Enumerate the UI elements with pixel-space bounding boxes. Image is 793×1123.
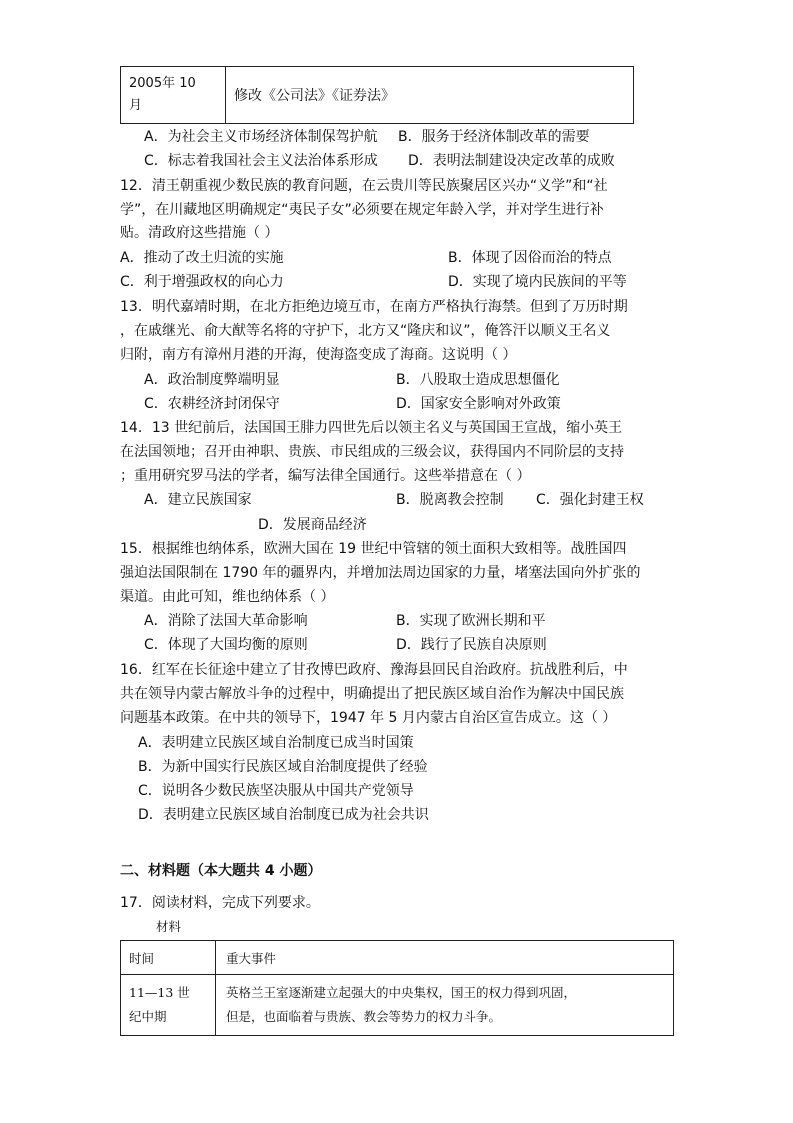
q15-option-a: A．消除了法国大革命影响 bbox=[144, 613, 308, 629]
q13-stem-line3: 归附，南方有漳州月港的开海，使海盗变成了海商。这说明（ ） bbox=[120, 347, 517, 363]
q14-stem-line3: ；重用研究罗马法的学者，编写法律全国通行。这些举措意在（ ） bbox=[120, 468, 531, 484]
q11-option-a: A．为社会主义市场经济体制保驾护航 bbox=[144, 129, 378, 145]
q14-stem-line1: 14．13 世纪前后，法国国王腓力四世先后以领主名义与英国国王宣战，缩小英王 bbox=[120, 420, 623, 436]
q15-stem-line2: 强迫法国限制在 1790 年的疆界内，并增加法周边国家的力量，堵塞法国向外扩张的 bbox=[120, 565, 641, 581]
q13-stem-line2: ，在戚继光、俞大猷等名将的守护下，北方又“隆庆和议”，俺答汗以顺义王名义 bbox=[120, 323, 611, 339]
q16-stem-line2: 共在领导内蒙古解放斗争的过程中，明确提出了把民族区域自治作为解决中国民族 bbox=[120, 686, 624, 702]
q12-option-c: C．利于增强政权的向心力 bbox=[120, 274, 284, 290]
q16-stem-line1: 16．红军在长征途中建立了甘孜博巴政府、豫海县回民自治政府。抗战胜利后，中 bbox=[120, 662, 628, 678]
q15-option-d: D．践行了民族自决原则 bbox=[396, 637, 547, 653]
material-table-header-event: 重大事件 bbox=[216, 941, 674, 975]
q14-option-c: C．强化封建王权 bbox=[536, 492, 644, 508]
q15-option-b: B．实现了欧洲长期和平 bbox=[396, 613, 546, 629]
q12-stem-line2: 学”，在川藏地区明确规定“夷民子女”必须要在规定年龄入学，并对学生进行补 bbox=[120, 202, 604, 218]
material-label: 材料 bbox=[156, 919, 182, 934]
material-row-time-line2: 纪中期 bbox=[129, 1009, 167, 1024]
q13-option-c: C．农耕经济封闭保守 bbox=[144, 396, 280, 412]
q14-option-b: B．脱离教会控制 bbox=[396, 492, 504, 508]
q11-option-c: C．标志着我国社会主义法治体系形成 bbox=[144, 153, 378, 169]
timeline-table-top bbox=[120, 66, 634, 124]
time-cell-line2: 月 bbox=[129, 98, 143, 113]
material-row-event-line1: 英格兰王室逐渐建立起强大的中央集权，国王的权力得到巩固， bbox=[226, 985, 577, 1000]
q17-stem: 17．阅读材料，完成下列要求。 bbox=[120, 895, 320, 911]
q16-option-b: B．为新中国实行民族区域自治制度提供了经验 bbox=[138, 759, 428, 775]
q15-stem-line1: 15．根据维也纳体系，欧洲大国在 19 世纪中管辖的领土面积大致相等。战胜国四 bbox=[120, 541, 627, 557]
q16-stem-line3: 问题基本政策。在中共的领导下，1947 年 5 月内蒙古自治区宣告成立。这（ ） bbox=[120, 710, 617, 726]
q11-option-d: D．表明法制建设决定改革的成败 bbox=[408, 153, 615, 169]
q16-option-c: C．说明各少数民族坚决服从中国共产党领导 bbox=[138, 783, 414, 799]
q12-option-a: A．推动了改土归流的实施 bbox=[120, 250, 284, 266]
q13-option-b: B．八股取士造成思想僵化 bbox=[396, 372, 560, 388]
q13-option-d: D．国家安全影响对外政策 bbox=[396, 396, 561, 412]
q15-stem-line3: 渠道。由此可知，维也纳体系（ ） bbox=[120, 589, 335, 605]
q12-stem-line1: 12．清王朝重视少数民族的教育问题，在云贵川等民族聚居区兴办“义学”和“社 bbox=[120, 178, 608, 194]
q14-option-d: D．发展商品经济 bbox=[258, 517, 367, 533]
q16-option-a: A．表明建立民族区域自治制度已成当时国策 bbox=[138, 735, 414, 751]
event-cell: 修改《公司法》《证券法》 bbox=[226, 67, 634, 124]
material-row-time-line1: 11—13 世 bbox=[129, 985, 190, 1000]
material-table-row-event bbox=[216, 975, 674, 1036]
q12-option-d: D．实现了境内民族间的平等 bbox=[448, 274, 627, 290]
q14-stem-line2: 在法国领地；召开由神职、贵族、市民组成的三级会议，获得国内不同阶层的支持 bbox=[120, 444, 624, 460]
material-table bbox=[120, 940, 674, 1036]
q15-option-c: C．体现了大国均衡的原则 bbox=[144, 637, 308, 653]
q13-stem-line1: 13．明代嘉靖时期，在北方拒绝边境互市，在南方严格执行海禁。但到了万历时期 bbox=[120, 299, 628, 315]
q12-option-b: B．体现了因俗而治的特点 bbox=[448, 250, 612, 266]
q11-option-b: B．服务于经济体制改革的需要 bbox=[398, 129, 590, 145]
q13-option-a: A．政治制度弊端明显 bbox=[144, 372, 280, 388]
time-cell-line1: 2005年 10 bbox=[129, 76, 196, 91]
q14-option-a: A．建立民族国家 bbox=[144, 492, 252, 508]
time-cell bbox=[121, 67, 226, 124]
q12-stem-line3: 贴。清政府这些措施（ ） bbox=[120, 225, 279, 241]
q16-option-d: D．表明建立民族区域自治制度已成为社会共识 bbox=[138, 807, 429, 823]
material-row-event-line2: 但是，也面临着与贵族、教会等势力的权力斗争。 bbox=[226, 1009, 502, 1024]
material-table-row-time bbox=[121, 975, 216, 1036]
section-heading: 二、材料题（本大题共 4 小题） bbox=[120, 863, 322, 879]
material-table-header-time: 时间 bbox=[121, 941, 216, 975]
